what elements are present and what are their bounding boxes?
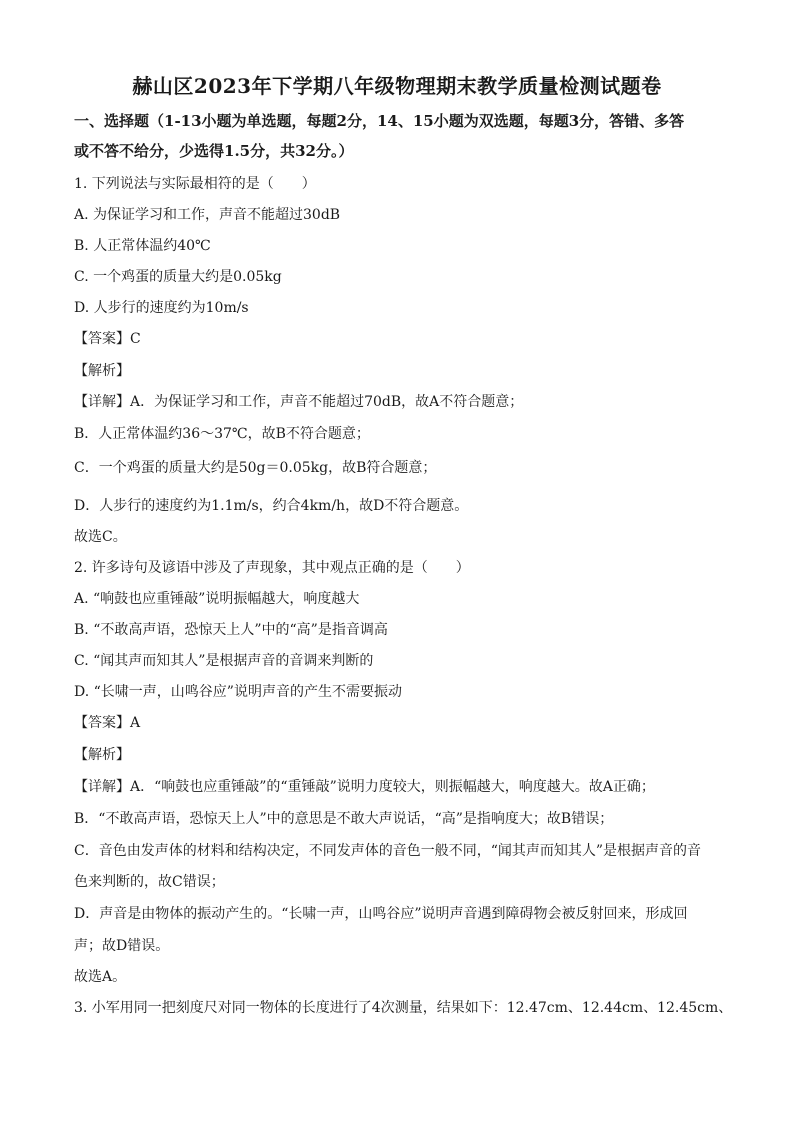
- question-1-option-a: A. 为保证学习和工作，声音不能超过30dB: [74, 207, 341, 223]
- question-2-conclusion: 故选A。: [74, 969, 127, 985]
- question-1-option-b: B. 人正常体温约40℃: [74, 238, 211, 254]
- question-2-answer: 【答案】A: [74, 715, 141, 731]
- question-2-option-b: B. “不敢高声语，恐惊天上人”中的“高”是指音调高: [74, 622, 388, 638]
- question-2-detail-2: B．“不敢高声语，恐惊天上人”中的意思是不敢大声说话，“高”是指响度大；故B错误；: [74, 811, 614, 827]
- question-2-analysis: 【解析】: [74, 747, 130, 763]
- question-1-detail-4: D．人步行的速度约为1.1m/s，约合4km/h，故D不符合题意。: [74, 498, 469, 514]
- question-2-option-a: A. “响鼓也应重锤敲”说明振幅越大，响度越大: [74, 591, 360, 607]
- question-2-option-c: C. “闻其声而知其人”是根据声音的音调来判断的: [74, 653, 374, 669]
- question-2-detail-4: 色来判断的，故C错误；: [74, 874, 225, 890]
- question-2-stem: 2. 许多诗句及谚语中涉及了声现象，其中观点正确的是（ ）: [74, 560, 470, 576]
- question-1-conclusion: 故选C。: [74, 529, 127, 545]
- question-2-option-d: D. “长啸一声，山鸣谷应”说明声音的产生不需要振动: [74, 684, 402, 700]
- question-3-stem: 3. 小军用同一把刻度尺对同一物体的长度进行了4次测量，结果如下：12.47cm、12.44cm、12.45cm、: [74, 1000, 733, 1016]
- question-1-answer: 【答案】C: [74, 331, 141, 347]
- question-1-analysis: 【解析】: [74, 363, 130, 379]
- question-2-detail-6: 声；故D错误。: [74, 938, 170, 954]
- question-1-detail-3: C．一个鸡蛋的质量大约是50g＝0.05kg，故B符合题意；: [74, 460, 437, 476]
- question-1-option-d: D. 人步行的速度约为10m/s: [74, 300, 249, 316]
- question-1-detail-2: B．人正常体温约36～37℃，故B不符合题意；: [74, 426, 370, 442]
- question-1-detail-1: 【详解】A．为保证学习和工作，声音不能超过70dB，故A不符合题意；: [74, 394, 524, 410]
- question-2-detail-1: 【详解】A．“响鼓也应重锤敲”的“重锤敲”说明力度较大，则振幅越大，响度越大。故A正确；: [74, 779, 655, 795]
- question-2-detail-5: D．声音是由物体的振动产生的。“长啸一声，山鸣谷应”说明声音遇到障碍物会被反射回来，形成回: [74, 906, 688, 922]
- question-1-stem: 1. 下列说法与实际最相符的是（ ）: [74, 176, 316, 192]
- question-2-detail-3: C．音色由发声体的材料和结构决定，不同发声体的音色一般不同，“闻其声而知其人”是根据声音的音: [74, 843, 702, 859]
- section-header-line-1: 一、选择题（1-13小题为单选题，每题2分，14、15小题为双选题，每题3分，答错、多答: [74, 112, 685, 130]
- question-1-option-c: C. 一个鸡蛋的质量大约是0.05kg: [74, 269, 282, 285]
- section-header-line-2: 或不答不给分，少选得1.5分，共32分。）: [74, 142, 354, 160]
- page-title: 赫山区2023年下学期八年级物理期末教学质量检测试题卷: [132, 74, 662, 98]
